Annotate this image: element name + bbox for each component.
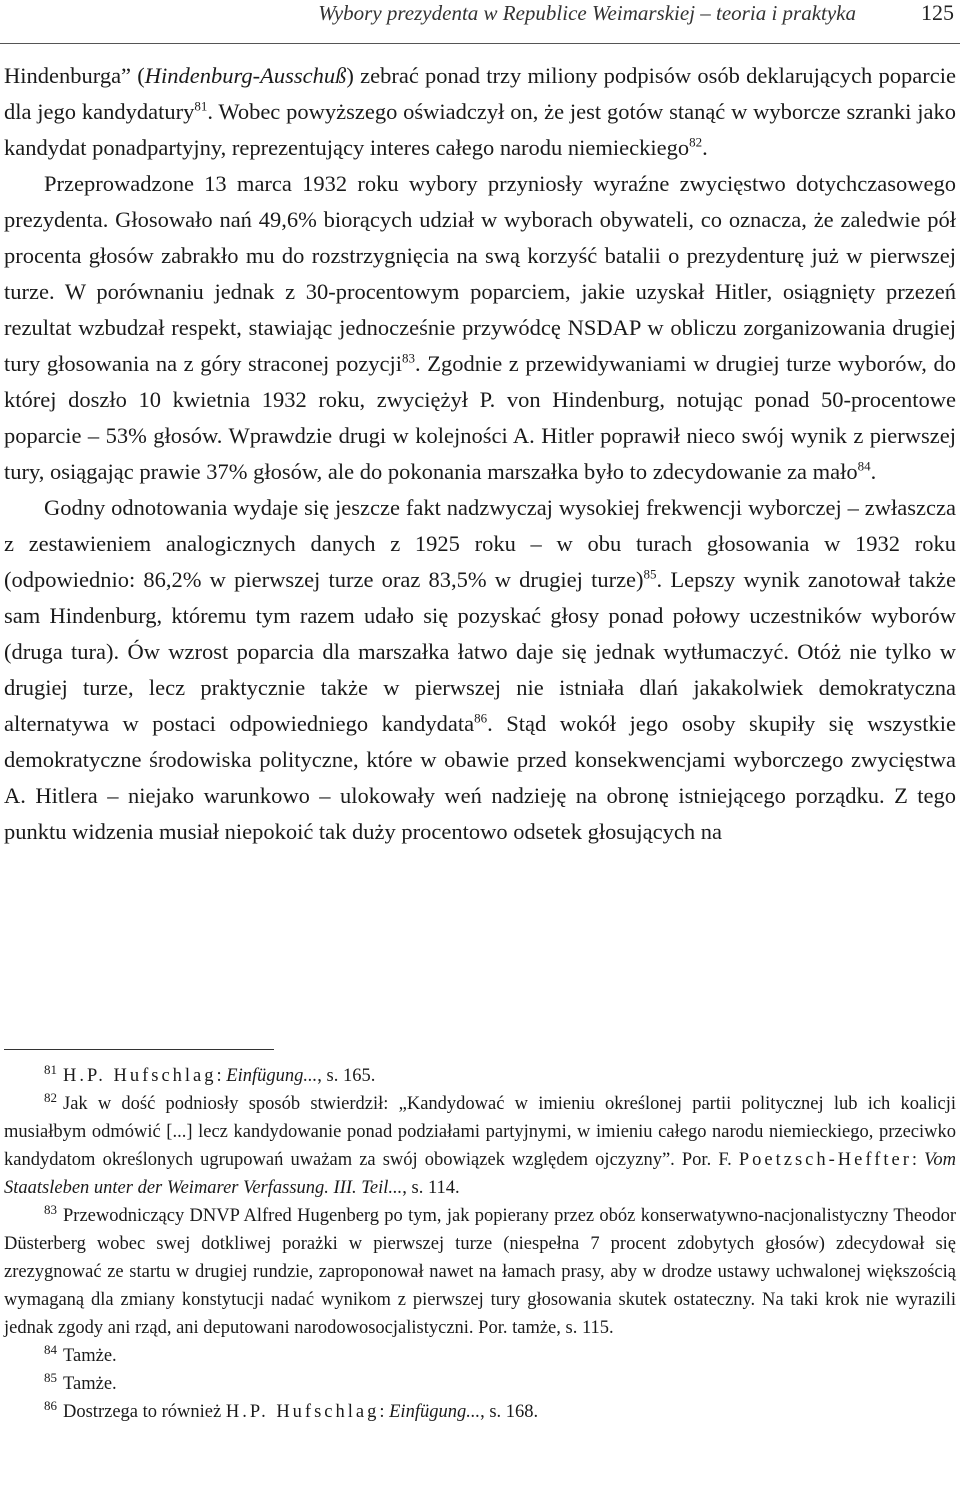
author-name: Poetzsch-Heffter: [738, 1150, 912, 1170]
footnote-number: 86: [44, 1397, 57, 1413]
footnote-83: $^{83}$ Przewodniczący DNVP Alfred Hugenberg po tym, jak popierany przez obóz konserwatywno-nacjonalistyczny Theodor Düsterberg wobec swej dotkliwej porażki w pierwszej turze (niespełna 7 procent zdobytych głosów) zdecydował się zrezygnować ze startu w drugiej rundzie, zaproponował nawet na łamach prasy, aby w drodze ustawy uchwalonej większością wymaganą dla zmiany konstytucji nadać wynikom z pierwszej tury głosowania skutek ostateczny. Na taki krok nie wyrazili jednak zgody ani rząd, ani deputowani narodowosocjalistyczni. Por. tamże, s. 115.: [4, 1201, 956, 1338]
footnote-ref-85[interactable]: 85: [643, 566, 657, 582]
source-title: Einfügung...: [226, 1066, 318, 1086]
source-title: Vom Staatsleben unter der Weimarer Verfassung. III. Teil...: [4, 1150, 957, 1198]
running-title: Wybory prezydenta w Republice Weimarskiej – teoria i praktyka: [318, 1, 856, 25]
footnote-ref-82[interactable]: 82: [689, 134, 703, 150]
footnote-ref-84[interactable]: 84: [857, 458, 871, 474]
footnote-number: 81: [44, 1061, 57, 1077]
footnote-number: 84: [44, 1341, 57, 1357]
running-header: [0, 0, 960, 44]
footnotes: [4, 1062, 956, 1426]
footnote-separator: [4, 1049, 274, 1050]
footnote-number: 85: [44, 1369, 57, 1385]
footnote-82: $^{82}$ Jak w dość podniosły sposób stwierdził: „Kandydować w imieniu określonej partii politycznej lub ich koalicji musiałbym odmówić [...] lecz kandydowanie ponad podziałami partyjnymi, w imieniu całego narodu niemieckiego, przeciwko kandydatom określonych ugrupowań uważam za swój obowiązek względem ojczyzny”. Por. F. Poetzsch-Heffter: Vom Staatsleben unter der Weimarer Verfassung. III. Teil..., s. 114.: [4, 1089, 957, 1198]
footnote-ref-83[interactable]: 83: [402, 350, 416, 366]
footnote-number: 82: [44, 1089, 57, 1105]
footnote-ref-86[interactable]: 86: [474, 710, 488, 726]
paragraph-3: Godny odnotowania wydaje się jeszcze fakt nadzwyczaj wysokiej frekwencji wyborczej – zwłaszcza z zestawieniem analogicznych danych z 1925 roku – w obu turach głosowania w 1932 roku (odpowiednio: 86,2% w pierwszej turze oraz 83,5% w drugiej turze)$^{85}$. Lepszy wynik zanotował także sam Hindenburg, któremu tym razem udało się pozyskać głosy ponad połowy uczestników wyborów (druga tura). Ów wzrost poparcia dla marszałka łatwo daje się jednak wytłumaczyć. Otóż nie tylko w drugiej turze, lecz praktycznie także w pierwszej nie istniała dlań jakakolwiek demokratyczna alternatywa w postaci odpowiedniego kandydata$^{86}$. Stąd wokół jego osoby skupiły się wszystkie demokratyczne środowiska polityczne, które w obawie przed konsekwencjami wyborczego zwycięstwa A. Hitlera – niejako warunkowo – ulokowały weń nadzieję na obronę istniejącego porządku. Z tego punktu widzenia musiał niepokoić tak duży procentowo odsetek głosujących na: [4, 495, 957, 844]
footnote-number: 83: [44, 1201, 57, 1217]
paragraph-1: Hindenburga” (Hindenburg-Ausschuß) zebrać ponad trzy miliony podpisów osób deklarujących poparcie dla jego kandydatury$^{81}$. Wobec powyższego oświadczył on, że jest gotów stanąć w wyborcze szranki jako kandydat ponadpartyjny, reprezentujący interes całego narodu niemieckiego$^{82}$.: [4, 63, 956, 160]
main-text: [4, 58, 956, 850]
author-name: H.P. Hufschlag: [225, 1402, 380, 1422]
footnote-85: $^{85}$ Tamże.: [44, 1369, 117, 1394]
footnote-ref-81[interactable]: 81: [194, 98, 208, 114]
footnote-86: $^{86}$ Dostrzega to również H.P. Hufschlag: Einfügung..., s. 168.: [44, 1397, 539, 1422]
footnote-81: $^{81}$ H.P. Hufschlag: Einfügung..., s. 165.: [44, 1061, 376, 1086]
author-name: H.P. Hufschlag: [63, 1066, 217, 1086]
page-number: 125: [921, 0, 954, 25]
german-term: Hindenburg-Ausschuß: [144, 63, 347, 88]
paragraph-2: Przeprowadzone 13 marca 1932 roku wybory przyniosły wyraźne zwycięstwo dotychczasowego prezydenta. Głosowało nań 49,6% biorących udział w wyborach obywateli, co oznacza, że zaledwie pół procenta głosów zabrakło mu do rozstrzygnięcia na swą korzyść batalii o prezydenturę już w pierwszej turze. W porównaniu jednak z 30-procentowym poparciem, jakie uzyskał Hitler, osiągnięty przezeń rezultat wzbudzał respekt, stawiając jednocześnie przywódcę NSDAP w obliczu zorganizowania drugiej tury głosowania na z góry straconej pozycji$^{83}$. Zgodnie z przewidywaniami w drugiej turze wyborów, do której doszło 10 kwietnia 1932 roku, zwyciężył P. von Hindenburg, notując ponad 50-procentowe poparcie – 53% głosów. Wprawdzie drugi w kolejności A. Hitler poprawił nieco swój wynik z pierwszej tury, osiągając prawie 37% głosów, ale do pokonania marszałka było to zdecydowanie za mało$^{84}$.: [4, 171, 956, 484]
source-title: Einfügung...: [389, 1402, 481, 1422]
footnote-84: $^{84}$ Tamże.: [44, 1341, 117, 1366]
